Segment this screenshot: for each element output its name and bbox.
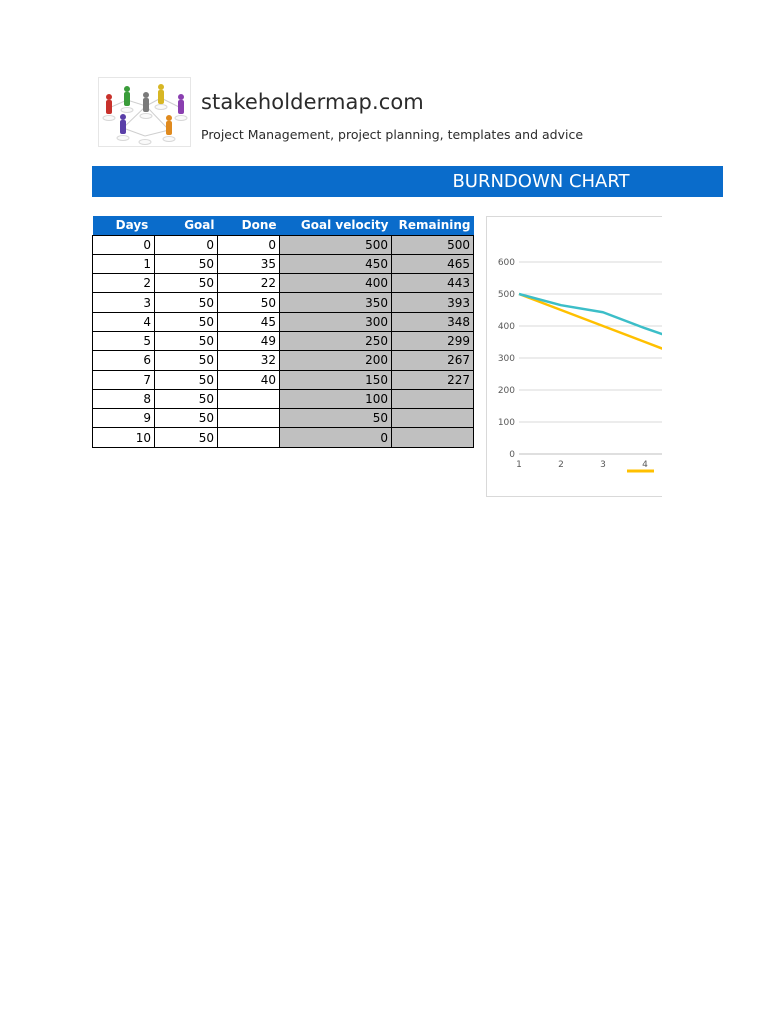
x-tick-label: 4 xyxy=(642,460,648,470)
table-cell: 50 xyxy=(155,331,218,350)
table-cell: 3 xyxy=(93,293,155,312)
table-cell xyxy=(218,389,280,408)
table-row xyxy=(93,331,474,350)
table-row xyxy=(93,389,474,408)
burndown-chart xyxy=(486,216,662,497)
table-cell: 45 xyxy=(218,312,280,331)
table-row xyxy=(93,235,474,254)
y-tick-label: 200 xyxy=(497,386,515,396)
table-cell: 0 xyxy=(93,235,155,254)
brand-tagline: Project Management, project planning, templates and advice xyxy=(201,127,584,142)
table-cell: 7 xyxy=(93,370,155,389)
table-cell: 6 xyxy=(93,351,155,370)
table-cell xyxy=(218,428,280,447)
table-cell xyxy=(392,409,474,428)
table-cell: 0 xyxy=(155,235,218,254)
table-cell: 5 xyxy=(93,331,155,350)
table-row xyxy=(93,370,474,389)
table-cell xyxy=(392,389,474,408)
table-cell: 250 xyxy=(280,331,392,350)
table-cell: 200 xyxy=(280,351,392,370)
table-cell: 50 xyxy=(155,428,218,447)
table-cell: 0 xyxy=(280,428,392,447)
table-cell: 299 xyxy=(392,331,474,350)
table-cell: 22 xyxy=(218,274,280,293)
table-row xyxy=(93,351,474,370)
y-tick-label: 300 xyxy=(497,354,515,364)
chart-canvas xyxy=(487,217,662,497)
table-cell: 50 xyxy=(155,409,218,428)
table-cell: 350 xyxy=(280,293,392,312)
table-cell: 50 xyxy=(155,389,218,408)
burndown-table xyxy=(92,216,474,448)
banner-title: BURNDOWN CHART xyxy=(452,171,630,192)
y-tick-label: 100 xyxy=(497,418,515,428)
table-cell: 300 xyxy=(280,312,392,331)
table-row xyxy=(93,274,474,293)
table-cell: 50 xyxy=(155,370,218,389)
table-cell: 400 xyxy=(280,274,392,293)
y-tick-label: 400 xyxy=(497,322,515,332)
table-cell: 50 xyxy=(155,274,218,293)
table-cell: 1 xyxy=(93,254,155,273)
table-cell: 50 xyxy=(280,409,392,428)
table-cell: 49 xyxy=(218,331,280,350)
table-body xyxy=(93,235,474,447)
y-tick-label: 500 xyxy=(497,290,515,300)
table-row xyxy=(93,254,474,273)
table-cell: 500 xyxy=(280,235,392,254)
table-cell xyxy=(218,409,280,428)
y-tick-label: 600 xyxy=(497,258,515,268)
table-row xyxy=(93,293,474,312)
table-cell: 150 xyxy=(280,370,392,389)
column-header: Goal velocity xyxy=(280,216,392,235)
table-cell: 50 xyxy=(218,293,280,312)
table-cell xyxy=(392,428,474,447)
table-cell: 50 xyxy=(155,254,218,273)
x-tick-label: 1 xyxy=(516,460,522,470)
y-tick-label: 0 xyxy=(509,450,515,460)
burndown-table-wrapper xyxy=(92,216,474,448)
table-cell: 500 xyxy=(392,235,474,254)
table-row xyxy=(93,428,474,447)
people-network-icon xyxy=(99,78,192,148)
table-cell: 9 xyxy=(93,409,155,428)
title-banner xyxy=(92,166,723,197)
table-cell: 4 xyxy=(93,312,155,331)
x-tick-label: 3 xyxy=(600,460,606,470)
table-header-row xyxy=(93,216,474,235)
brand-name: stakeholdermap.com xyxy=(201,90,424,114)
column-header: Remaining xyxy=(392,216,474,235)
table-cell: 8 xyxy=(93,389,155,408)
table-cell: 443 xyxy=(392,274,474,293)
column-header: Goal xyxy=(155,216,218,235)
x-tick-label: 2 xyxy=(558,460,564,470)
table-cell: 450 xyxy=(280,254,392,273)
table-cell: 0 xyxy=(218,235,280,254)
table-cell: 2 xyxy=(93,274,155,293)
table-cell: 32 xyxy=(218,351,280,370)
table-cell: 50 xyxy=(155,312,218,331)
table-row xyxy=(93,312,474,331)
table-cell: 393 xyxy=(392,293,474,312)
table-cell: 50 xyxy=(155,351,218,370)
table-cell: 10 xyxy=(93,428,155,447)
table-cell: 100 xyxy=(280,389,392,408)
table-cell: 267 xyxy=(392,351,474,370)
logo xyxy=(98,77,191,147)
table-cell: 348 xyxy=(392,312,474,331)
column-header: Done xyxy=(218,216,280,235)
table-cell: 35 xyxy=(218,254,280,273)
table-cell: 40 xyxy=(218,370,280,389)
column-header: Days xyxy=(93,216,155,235)
table-cell: 227 xyxy=(392,370,474,389)
table-cell: 50 xyxy=(155,293,218,312)
table-row xyxy=(93,409,474,428)
table-cell: 465 xyxy=(392,254,474,273)
